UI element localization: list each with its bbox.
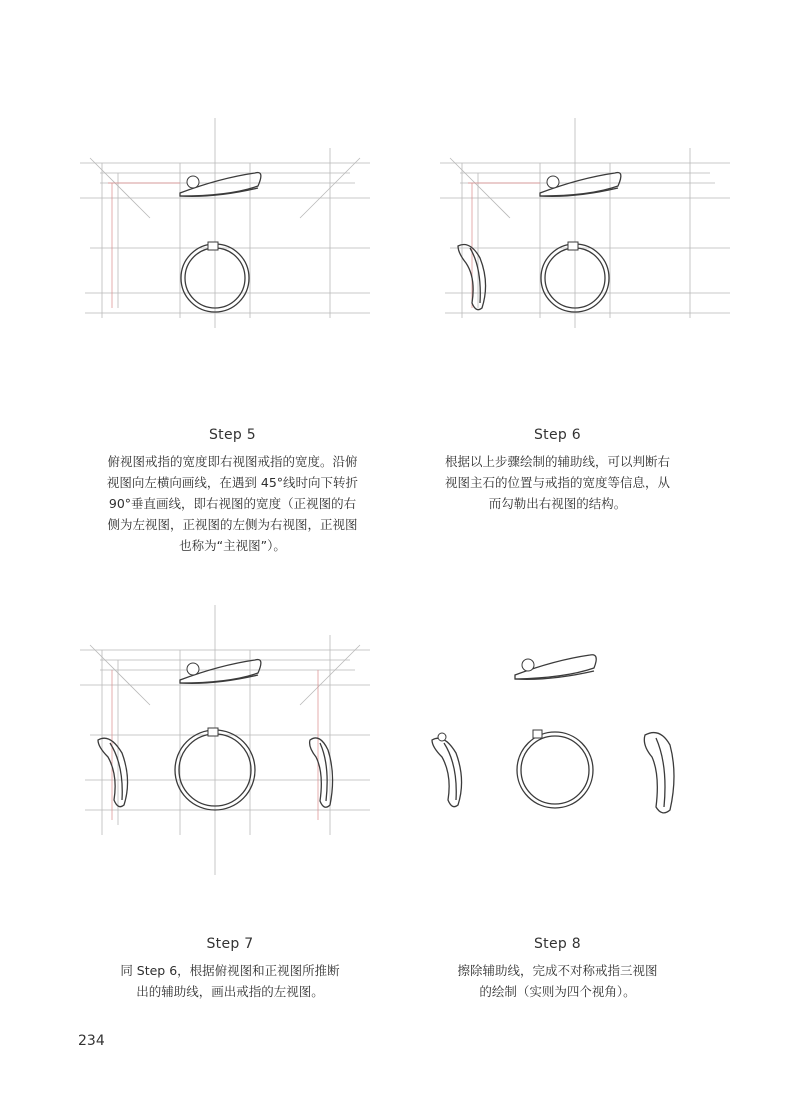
- step6-title: Step 6: [533, 427, 582, 443]
- step8-text: 擦除辅助线，完成不对称戒指三视图 的绘制（实则为四个视角）。: [457, 963, 658, 999]
- step5-drawing: [80, 118, 380, 328]
- step6-text: 根据以上步骤绘制的辅助线，可以判断右 视图主石的位置与戒指的宽度等信息，从 而勾勒出右视图的结构。: [444, 454, 670, 511]
- step8-drawing: [420, 635, 700, 825]
- step6-drawing: [440, 118, 740, 328]
- step7-text: 同 Step 6，根据俯视图和正视图所推断 出的辅助线，画出戒指的左视图。: [120, 963, 340, 999]
- step8-title: Step 8: [533, 936, 582, 952]
- step5-title: Step 5: [208, 427, 257, 443]
- step7-caption: [100, 936, 360, 1002]
- step5-caption: [90, 427, 375, 556]
- step7-drawing: [80, 605, 380, 875]
- step6-caption: [425, 427, 690, 514]
- page-number: 234: [78, 1033, 105, 1049]
- step8-caption: [440, 936, 675, 1002]
- step7-title: Step 7: [206, 936, 254, 952]
- step5-text: 俯视图戒指的宽度即右视图戒指的宽度。沿俯 视图向左横向画线，在遇到 45°线时向下转折 90°垂直画线，即右视图的宽度（正视图的右 侧为左视图，正视图的左侧为右视图，正视图 也称为“主视图”）。: [106, 454, 359, 553]
